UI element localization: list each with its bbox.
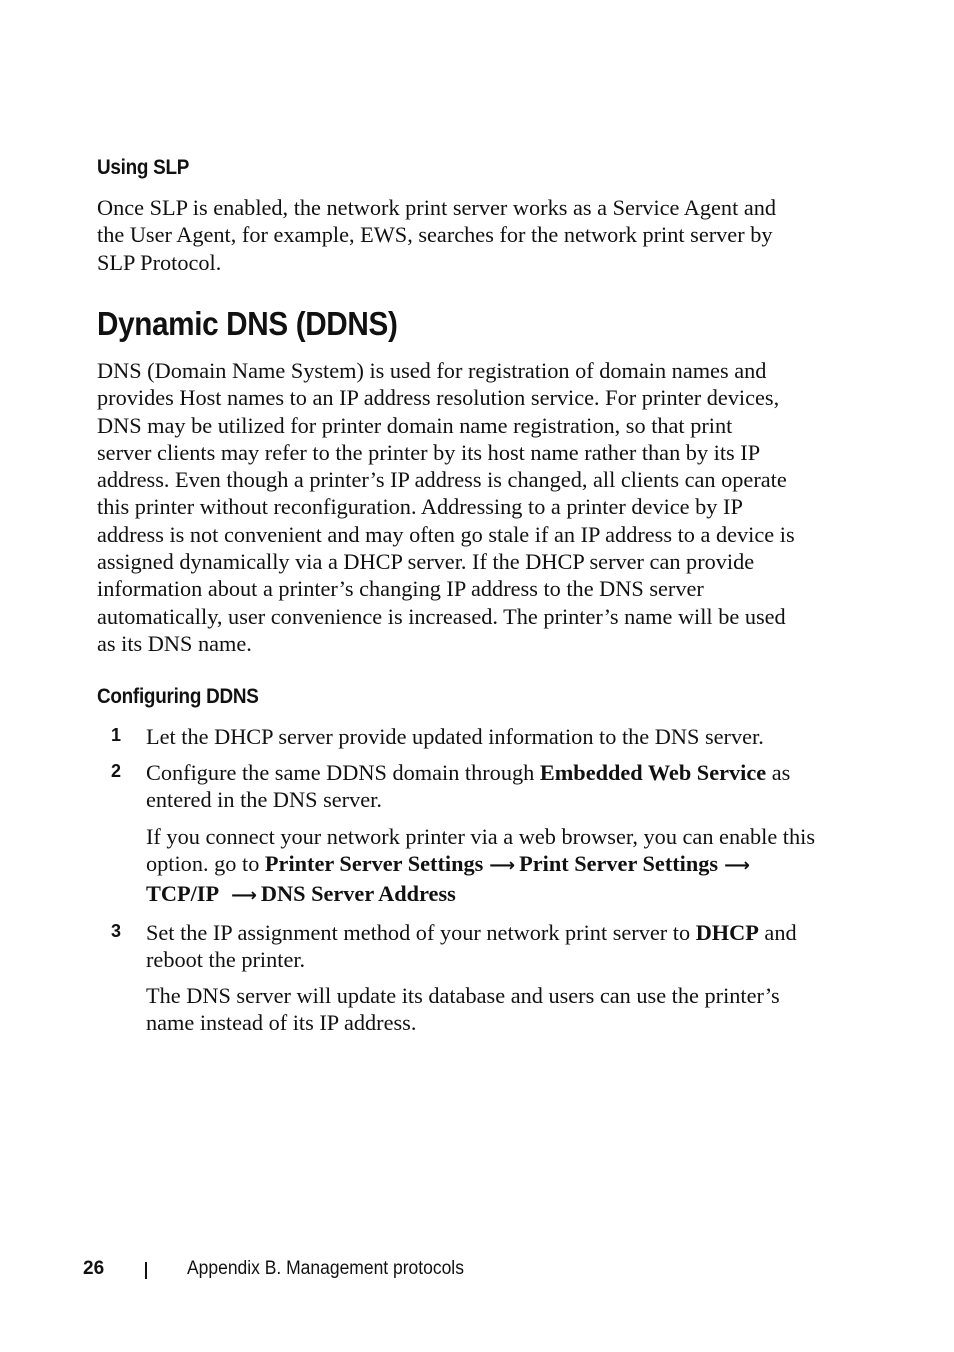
text-span: option. go to — [146, 851, 265, 877]
section-heading-dynamic-dns: Dynamic DNS (DDNS) — [97, 305, 398, 342]
text-line: information about a printer’s changing IP address to the DNS server — [97, 576, 704, 602]
text-line: Let the DHCP server provide updated information to the DNS server. — [146, 724, 764, 749]
arrow-right-icon: ⟶ — [724, 855, 750, 877]
menu-path-printer-server-settings: Printer Server Settings — [264, 851, 484, 877]
text-line: Once SLP is enabled, the network print server works as a Service Agent and — [97, 195, 777, 220]
arrow-right-icon: ⟶ — [231, 884, 257, 906]
text-line: server clients may refer to the printer by its host name rather than by its IP — [97, 439, 761, 465]
text-line — [146, 850, 815, 879]
page-number: 26 — [83, 1258, 105, 1279]
text-line: entered in the DNS server. — [146, 787, 382, 813]
step-number: 2 — [111, 761, 122, 781]
menu-path-tcp-ip: TCP/IP — [146, 880, 220, 906]
text-line: automatically, user convenience is increased. The printer’s name will be used — [97, 603, 786, 629]
text-line: provides Host names to an IP address resolution service. For printer devices, — [97, 385, 780, 411]
embedded-web-service-label: Embedded Web Service — [539, 760, 767, 785]
step-2-note — [146, 823, 815, 909]
step-3-text — [146, 919, 797, 974]
footer-divider — [145, 1262, 147, 1279]
section-heading-using-slp: Using SLP — [97, 156, 190, 179]
text-line: name instead of its IP address. — [146, 1010, 417, 1036]
step-1-text — [146, 723, 764, 750]
text-line: SLP Protocol. — [97, 249, 222, 275]
text-line: address. Even though a printer’s IP address is changed, all clients can operate — [97, 467, 787, 493]
text-line: If you connect your network printer via a web browser, you can enable this — [146, 824, 816, 849]
text-line: address is not convenient and may often go stale if an IP address to a device is — [97, 521, 795, 547]
text-line: this printer without reconfiguration. Addressing to a printer device by IP — [97, 494, 743, 520]
text-span: and — [758, 920, 797, 945]
step-number: 1 — [111, 725, 122, 745]
text-line: The DNS server will update its database and users can use the printer’s — [146, 983, 780, 1008]
footer-chapter-title: Appendix B. Management protocols — [187, 1258, 464, 1279]
step-2-text — [146, 759, 790, 814]
menu-path-print-server-settings: Print Server Settings — [519, 851, 719, 877]
text-line: assigned dynamically via a DHCP server. If the DHCP server can provide — [97, 549, 755, 575]
text-line — [146, 880, 815, 909]
menu-path-dns-server-address: DNS Server Address — [260, 880, 456, 906]
section-heading-configuring-ddns: Configuring DDNS — [97, 685, 259, 708]
text-line: the User Agent, for example, EWS, searches for the network print server by — [97, 222, 773, 248]
dhcp-label: DHCP — [695, 920, 759, 945]
text-span: Set the IP assignment method of your network print server to — [146, 920, 696, 945]
arrow-right-icon: ⟶ — [489, 855, 516, 877]
text-line: reboot the printer. — [146, 947, 306, 973]
text-line: DNS may be utilized for printer domain name registration, so that print — [97, 412, 733, 438]
text-line: DNS (Domain Name System) is used for registration of domain names and — [97, 358, 767, 383]
text-line — [146, 759, 790, 786]
text-span: Configure the same DDNS domain through — [146, 760, 540, 785]
step-3-note — [146, 982, 780, 1037]
text-line — [146, 919, 797, 946]
text-span: as — [766, 760, 791, 785]
using-slp-paragraph — [97, 194, 776, 276]
text-line: as its DNS name. — [97, 630, 252, 656]
dynamic-dns-paragraph — [97, 357, 795, 657]
step-number: 3 — [111, 921, 122, 941]
